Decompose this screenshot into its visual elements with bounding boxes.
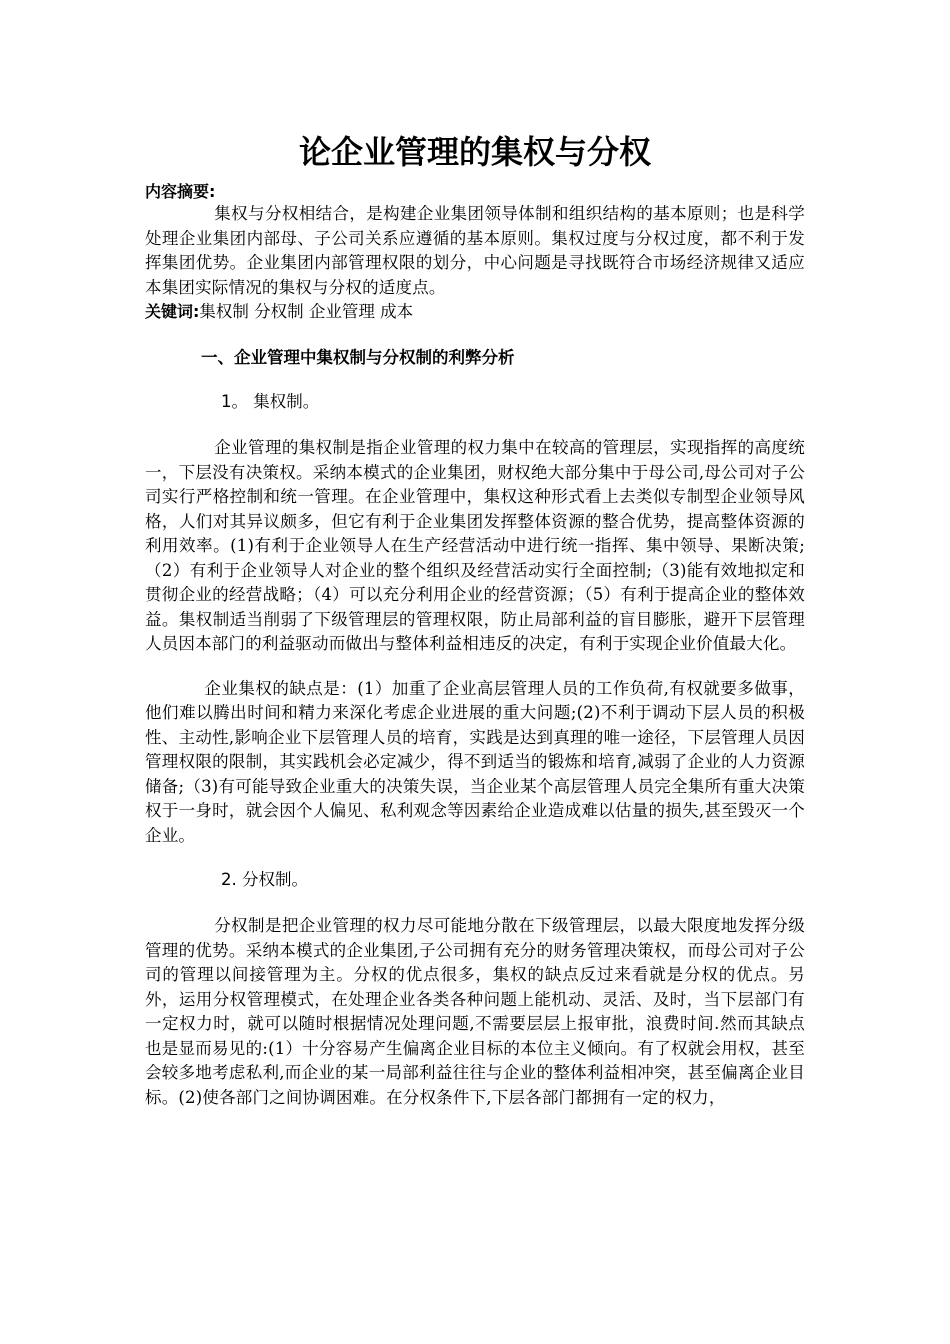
abstract-paragraph: 集权与分权相结合，是构建企业集团领导体制和组织结构的基本原则；也是科学处理企业集团内部母、子公司关系应遵循的基本原则。集权过度与分权过度，都不利于发挥集团优势。企业集团内部管理权限的划分，中心问题是寻找既符合市场经济规律又适应本集团实际情况的集权与分权的适度点。	[145, 204, 805, 297]
keywords-text: 集权制 分权制 企业管理 成本	[199, 302, 414, 321]
paragraph-centralization: 企业管理的集权制是指企业管理的权力集中在较高的管理层，实现指挥的高度统一，下层没有决策权。采纳本模式的企业集团，财权绝大部分集中于母公司,母公司对子公司实行严格控制和统一管理。在企业管理中，集权这种形式看上去类似专制型企业领导风格，人们对其异议颇多，但它有利于企业集团发挥整体资源的整合优势，提高整体资源的利用效率。(1)有利于企业领导人在生产经营活动中进行统一指挥、集中领导、果断决策;（2）有利于企业领导人对企业的整个组织及经营活动实行全面控制;（3)能有效地拟定和贯彻企业的经营战略；（4）可以充分利用企业的经营资源；（5）有利于提高企业的整体效益。集权制适当削弱了下级管理层的管理权限，防止局部利益的盲目膨胀，避开下层管理人员因本部门的利益驱动而做出与整体利益相违反的决定，有利于实现企业价值最大化。	[145, 438, 805, 653]
sub-heading-centralization: 1。 集权制。	[221, 392, 320, 411]
keywords-label: 关键词:	[145, 302, 200, 321]
sub-heading-decentralization: 2. 分权制。	[221, 870, 308, 889]
document-title: 论企业管理的集权与分权	[298, 133, 651, 171]
keywords-line	[145, 300, 805, 324]
section-heading-1: 一、企业管理中集权制与分权制的利弊分析	[201, 348, 515, 367]
abstract-label-text: 内容摘要:	[145, 182, 216, 201]
paragraph-decentralization: 分权制是把企业管理的权力尽可能地分散在下级管理层，以最大限度地发挥分级管理的优势。采纳本模式的企业集团,子公司拥有充分的财务管理决策权，而母公司对子公司的管理以间接管理为主。分权的优点很多，集权的缺点反过来看就是分权的优点。另外，运用分权管理模式，在处理企业各类各种问题上能机动、灵活、及时，当下层部门有一定权力时，就可以随时根据情况处理问题,不需要层层上报审批，浪费时间.然而其缺点也是显而易见的:(1）十分容易产生偏离企业目标的本位主义倾向。有了权就会用权，甚至会较多地考虑私利,而企业的某一局部利益往往与企业的整体利益相冲突，甚至偏离企业目标。(2)使各部门之间协调困难。在分权条件下,下层各部门都拥有一定的权力，	[145, 916, 805, 1107]
document-page	[145, 120, 805, 1110]
paragraph-centralization-drawbacks: 企业集权的缺点是：(1）加重了企业高层管理人员的工作负荷,有权就要多做事，他们难以腾出时间和精力来深化考虑企业进展的重大问题;(2)不利于调动下层人员的积极性、主动性,影响企业下层管理人员的培育，实践是达到真理的唯一途径，下层管理人员因管理权限的限制，其实践机会必定减少，得不到适当的锻炼和培育,减弱了企业的人力资源储备;（3)有可能导致企业重大的决策失误，当企业某个高层管理人员完全集所有重大决策权于一身时，就会因个人偏见、私利观念等因素给企业造成难以估量的损失,甚至毁灭一个企业。	[145, 678, 805, 845]
abstract-label	[145, 182, 805, 202]
